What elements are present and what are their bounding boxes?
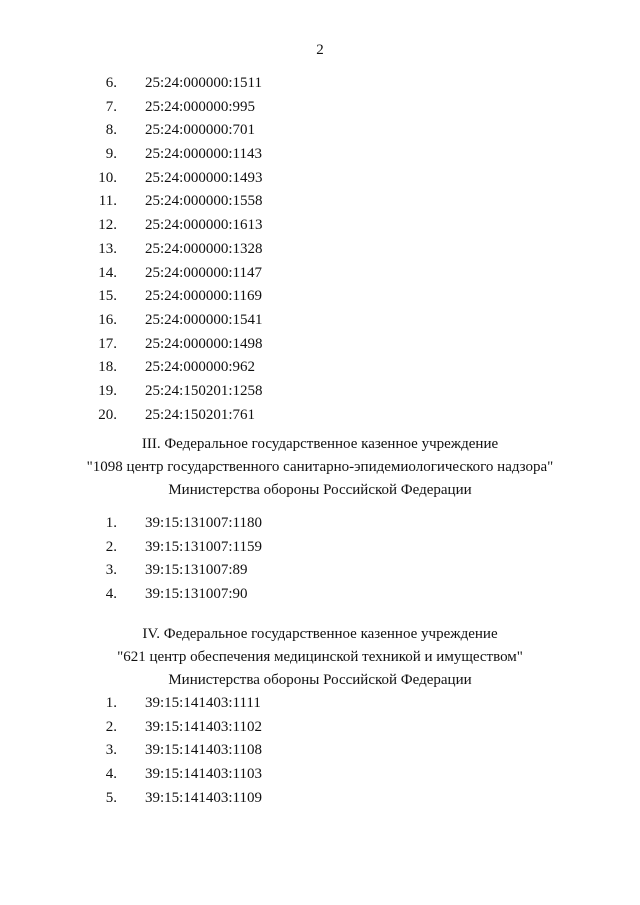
item-number: 15. — [98, 288, 117, 305]
item-number: 8. — [105, 122, 117, 139]
cadastral-number: 25:24:000000:995 — [145, 98, 256, 115]
list-item — [0, 536, 640, 560]
cadastral-number: 39:15:141403:1111 — [145, 695, 261, 711]
section-3-title-line: III. Федеральное государственное казенное учреждение — [141, 436, 499, 452]
item-number: 3. — [105, 562, 117, 579]
item-number: 2. — [105, 718, 117, 735]
list-item — [0, 559, 640, 583]
cadastral-number: 25:24:000000:1511 — [145, 75, 262, 91]
cadastral-number: 39:15:131007:90 — [145, 586, 248, 603]
cadastral-number: 25:24:000000:1169 — [145, 288, 262, 305]
list-item — [0, 356, 640, 380]
list-item — [0, 143, 640, 167]
item-number: 12. — [98, 217, 117, 234]
cadastral-number: 25:24:000000:701 — [145, 122, 256, 139]
item-number: 5. — [105, 789, 117, 806]
list-item — [0, 787, 640, 811]
list-item — [0, 96, 640, 120]
cadastral-number: 39:15:131007:1180 — [145, 515, 262, 531]
cadastral-number: 25:24:000000:1147 — [145, 264, 262, 281]
cadastral-number: 39:15:141403:1102 — [145, 718, 262, 735]
cadastral-number: 25:24:150201:1258 — [145, 382, 263, 399]
item-number: 9. — [105, 146, 117, 163]
item-number: 18. — [98, 359, 117, 376]
list-item — [0, 238, 640, 262]
cadastral-list-section-4 — [0, 692, 640, 810]
section-4-title-line: "621 центр обеспечения медицинской техникой и имуществом" — [117, 649, 523, 665]
cadastral-number: 39:15:141403:1108 — [145, 742, 262, 759]
item-number: 16. — [98, 311, 117, 328]
item-number: 4. — [105, 586, 117, 603]
list-item — [0, 512, 640, 536]
page-number: 2 — [316, 42, 324, 58]
list-item — [0, 167, 640, 191]
cadastral-number: 39:15:131007:1159 — [145, 538, 262, 555]
list-item — [0, 583, 640, 607]
cadastral-number: 25:24:000000:1613 — [145, 217, 263, 234]
cadastral-number: 39:15:131007:89 — [145, 562, 248, 579]
cadastral-number: 25:24:150201:761 — [145, 406, 256, 423]
cadastral-number: 25:24:000000:1541 — [145, 311, 263, 328]
cadastral-number: 25:24:000000:1493 — [145, 169, 263, 186]
list-item — [0, 119, 640, 143]
item-number: 20. — [98, 406, 117, 423]
cadastral-number: 39:15:141403:1103 — [145, 766, 262, 783]
list-item — [0, 190, 640, 214]
item-number: 7. — [105, 98, 117, 115]
cadastral-number: 25:24:000000:1143 — [145, 146, 262, 163]
list-item — [0, 333, 640, 357]
item-number: 3. — [105, 742, 117, 759]
list-item — [0, 692, 640, 716]
list-item — [0, 739, 640, 763]
cadastral-number: 25:24:000000:1328 — [145, 240, 263, 257]
item-number: 13. — [98, 240, 117, 257]
cadastral-number: 25:24:000000:962 — [145, 359, 256, 376]
section-3-title-line: "1098 центр государственного санитарно-эпидемиологического надзора" — [86, 459, 554, 475]
item-number: 1. — [105, 695, 117, 711]
list-item — [0, 380, 640, 404]
section-4-title-line: IV. Федеральное государственное казенное учреждение — [142, 626, 498, 642]
item-number: 6. — [105, 75, 117, 91]
cadastral-number: 25:24:000000:1498 — [145, 335, 263, 352]
cadastral-number: 25:24:000000:1558 — [145, 193, 263, 210]
item-number: 14. — [98, 264, 117, 281]
cadastral-number: 39:15:141403:1109 — [145, 789, 262, 806]
list-item — [0, 262, 640, 286]
list-item — [0, 309, 640, 333]
cadastral-list-section-3 — [0, 512, 640, 607]
list-item — [0, 285, 640, 309]
list-item — [0, 763, 640, 787]
item-number: 1. — [105, 515, 117, 531]
item-number: 10. — [98, 169, 117, 186]
list-item — [0, 716, 640, 740]
list-item — [0, 72, 640, 96]
cadastral-list-1 — [0, 72, 640, 427]
item-number: 2. — [105, 538, 117, 555]
section-4-title-line: Министерства обороны Российской Федерации — [168, 672, 472, 688]
section-4-heading — [0, 623, 640, 692]
list-item — [0, 404, 640, 428]
item-number: 4. — [105, 766, 117, 783]
list-item — [0, 214, 640, 238]
item-number: 11. — [98, 193, 117, 210]
section-3-title-line: Министерства обороны Российской Федерации — [168, 482, 472, 498]
section-3-heading — [0, 433, 640, 502]
item-number: 19. — [98, 382, 117, 399]
item-number: 17. — [98, 335, 117, 352]
